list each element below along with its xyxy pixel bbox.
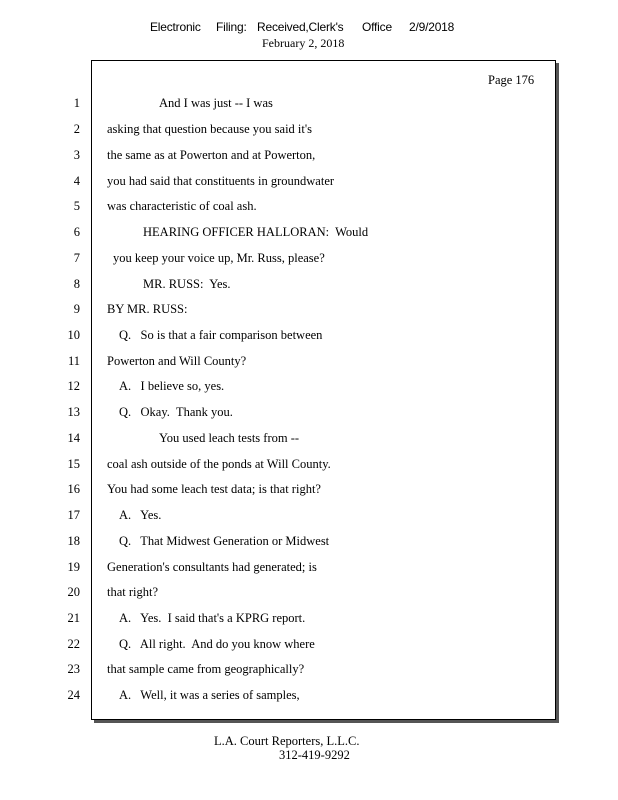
line-text: HEARING OFFICER HALLORAN: Would — [143, 225, 369, 239]
line-text: A. Yes. — [119, 508, 162, 522]
line-text: that right? — [107, 585, 159, 599]
transcript-line — [0, 559, 560, 575]
line-text: Q. So is that a fair comparison between — [119, 328, 323, 342]
line-text: Q. All right. And do you know where — [119, 637, 315, 651]
filing-stamp-word: Filing: — [216, 20, 247, 34]
line-number: 7 — [73, 251, 80, 265]
page-number: Page 176 — [488, 73, 535, 87]
line-text: that sample came from geographically? — [107, 662, 305, 676]
line-number: 4 — [73, 174, 80, 188]
transcript-line — [0, 584, 560, 600]
transcript-line — [0, 95, 560, 111]
line-text: Q. That Midwest Generation or Midwest — [119, 534, 330, 548]
line-text: the same as at Powerton and at Powerton, — [107, 148, 316, 162]
line-text: MR. RUSS: Yes. — [143, 277, 231, 291]
line-text: you keep your voice up, Mr. Russ, please? — [113, 251, 325, 265]
line-number: 18 — [67, 534, 80, 548]
line-number: 13 — [67, 405, 80, 419]
line-number: 17 — [67, 508, 80, 522]
transcript-date: February 2, 2018 — [262, 36, 345, 50]
line-number: 6 — [73, 225, 80, 239]
line-number: 20 — [67, 585, 80, 599]
transcript-line — [0, 507, 560, 523]
transcript-line — [0, 636, 560, 652]
line-number: 15 — [67, 457, 80, 471]
line-text: was characteristic of coal ash. — [107, 199, 257, 213]
transcript-line — [0, 327, 560, 343]
line-number: 12 — [67, 379, 80, 393]
transcript-line — [0, 533, 560, 549]
line-text: And I was just -- I was — [159, 96, 273, 110]
filing-stamp-word: Office — [362, 20, 392, 34]
transcript-line — [0, 661, 560, 677]
transcript-line — [0, 481, 560, 497]
transcript-line — [0, 378, 560, 394]
line-number: 16 — [67, 482, 80, 496]
line-number: 21 — [67, 611, 80, 625]
line-number: 3 — [73, 148, 80, 162]
line-text: A. I believe so, yes. — [119, 379, 225, 393]
transcript-line — [0, 456, 560, 472]
filing-stamp-word: Received,Clerk's — [257, 20, 344, 34]
line-number: 11 — [67, 354, 80, 368]
line-text: asking that question because you said it's — [107, 122, 312, 136]
line-text: coal ash outside of the ponds at Will County. — [107, 457, 331, 471]
filing-stamp-date: 2/9/2018 — [409, 20, 455, 34]
line-text: A. Yes. I said that's a KPRG report. — [119, 611, 306, 625]
transcript-line — [0, 121, 560, 137]
line-number: 14 — [67, 431, 80, 445]
transcript-line — [0, 276, 560, 292]
transcript-line — [0, 353, 560, 369]
line-text: you had said that constituents in groundwater — [107, 174, 335, 188]
line-number: 10 — [67, 328, 80, 342]
transcript-line — [0, 198, 560, 214]
transcript-line — [0, 173, 560, 189]
line-number: 23 — [67, 662, 80, 676]
transcript-line — [0, 687, 560, 703]
filing-stamp — [150, 20, 454, 34]
line-number: 5 — [73, 199, 80, 213]
line-number: 19 — [67, 560, 80, 574]
line-text: Powerton and Will County? — [107, 354, 247, 368]
transcript-line — [0, 224, 560, 240]
filing-stamp-word: Electronic — [150, 20, 201, 34]
transcript-line — [0, 430, 560, 446]
transcript-line — [0, 147, 560, 163]
transcript-line — [0, 610, 560, 626]
court-reporter-phone: 312-419-9292 — [279, 748, 350, 762]
transcript-line — [0, 301, 560, 317]
line-text: You used leach tests from -- — [159, 431, 300, 445]
line-number: 22 — [67, 637, 80, 651]
transcript-line — [0, 250, 560, 266]
line-text: BY MR. RUSS: — [107, 302, 188, 316]
line-text: Q. Okay. Thank you. — [119, 405, 233, 419]
line-number: 8 — [73, 277, 80, 291]
court-reporter-name: L.A. Court Reporters, L.L.C. — [214, 734, 360, 748]
transcript-line — [0, 404, 560, 420]
line-number: 9 — [73, 302, 80, 316]
line-number: 24 — [67, 688, 80, 702]
line-text: A. Well, it was a series of samples, — [119, 688, 300, 702]
line-text: Generation's consultants had generated; is — [107, 560, 317, 574]
line-number: 1 — [73, 96, 80, 110]
line-number: 2 — [73, 122, 80, 136]
line-text: You had some leach test data; is that right? — [107, 482, 321, 496]
